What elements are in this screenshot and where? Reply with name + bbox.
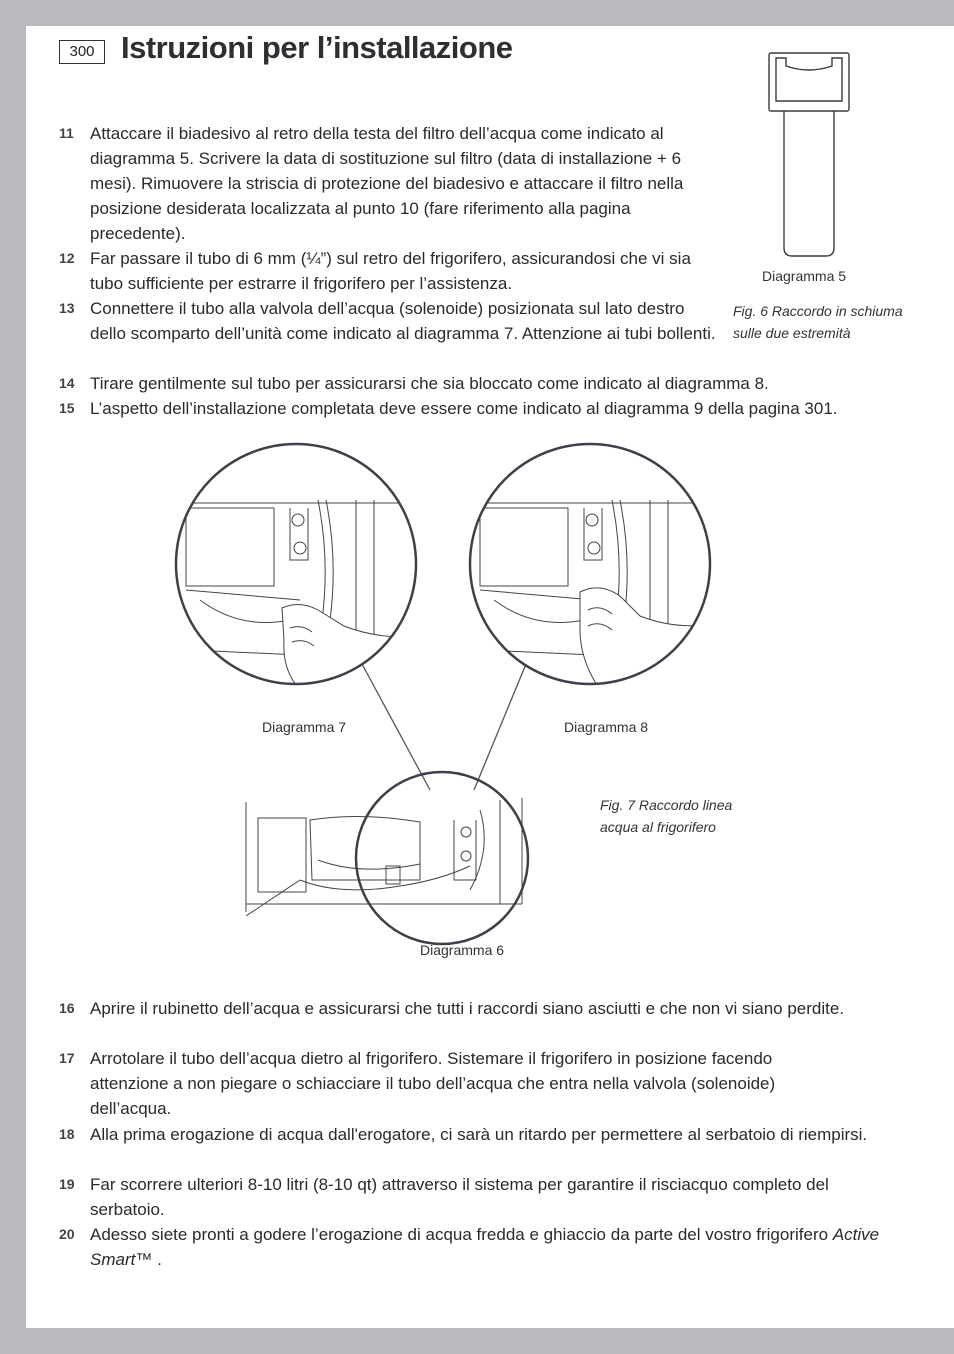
step-number: 13 [59, 300, 75, 316]
step-text-main: Adesso siete pronti a godere l’erogazione di acqua fredda e ghiaccio da parte del vostro frigorifero [90, 1225, 829, 1244]
step-text: Arrotolare il tubo dell’acqua dietro al frigorifero. Sistemare il frigorifero in posizione facendo attenzione a non piegare o schiacciare il tubo dell’acqua che entra nella valvola (solenoide) dell’acqua. [90, 1049, 776, 1118]
step-text: Attaccare il biadesivo al retro della testa del filtro dell’acqua come indicato al diagramma 5. Scrivere la data di sostituzione sul filtro (data di installazione + 6 mesi). Rimuovere la striscia di protezione del biadesivo e attaccare il filtro nella posizione desiderata localizzata al punto 10 (fare riferimento alla pagina precedente). [90, 124, 684, 243]
caption-fig6-line2: sulle due estremità [733, 325, 851, 341]
page-number: 300 [59, 40, 105, 64]
caption-fig6-line1: Fig. 6 Raccordo in schiuma [733, 303, 903, 319]
caption-diagram6: Diagramma 6 [420, 942, 505, 958]
page-title: Istruzioni per l’installazione [121, 30, 513, 65]
step-text: Alla prima erogazione di acqua dall'erogatore, ci sarà un ritardo per permettere al serbatoio di riempirsi. [90, 1125, 868, 1144]
step-number: 19 [59, 1176, 75, 1192]
step-text: Tirare gentilmente sul tubo per assicurarsi che sia bloccato come indicato al diagramma 8. [90, 374, 769, 393]
brand-name: Active Smart™ [90, 1225, 880, 1269]
step-number: 12 [59, 250, 75, 266]
step-text: Aprire il rubinetto dell’acqua e assicurarsi che tutti i raccordi siano asciutti e che non vi siano perdite. [90, 999, 845, 1018]
caption-diagram8: Diagramma 8 [564, 719, 649, 735]
caption-fig7-line1: Fig. 7 Raccordo linea [600, 797, 733, 813]
step-text: L’aspetto dell’installazione completata deve essere come indicato al diagramma 9 della pagina 301. [90, 399, 838, 418]
caption-diagram7: Diagramma 7 [262, 719, 347, 735]
step-number: 16 [59, 1000, 75, 1016]
step-number: 20 [59, 1226, 75, 1242]
caption-diagram5: Diagramma 5 [762, 268, 847, 284]
caption-fig7-line2: acqua al frigorifero [600, 819, 716, 835]
step-text [90, 1222, 898, 1272]
step-number: 15 [59, 400, 75, 416]
step-number: 18 [59, 1126, 75, 1142]
step-number: 14 [59, 375, 75, 391]
step-text-end: . [152, 1250, 162, 1269]
step-number: 11 [59, 125, 74, 141]
step-text: Connettere il tubo alla valvola dell’acqua (solenoide) posizionata sul lato destro dello scomparto dell’unità come indicato al diagramma 7. Attenzione ai tubi bollenti. [90, 299, 716, 343]
step-text: Far scorrere ulteriori 8-10 litri (8-10 qt) attraverso il sistema per garantire il risciacquo completo del serbatoio. [90, 1175, 829, 1219]
step-number: 17 [59, 1050, 75, 1066]
step-text: Far passare il tubo di 6 mm (¼”) sul retro del frigorifero, assicurandosi che vi sia tubo sufficiente per estrarre il frigorifero per l’assistenza. [90, 249, 691, 293]
